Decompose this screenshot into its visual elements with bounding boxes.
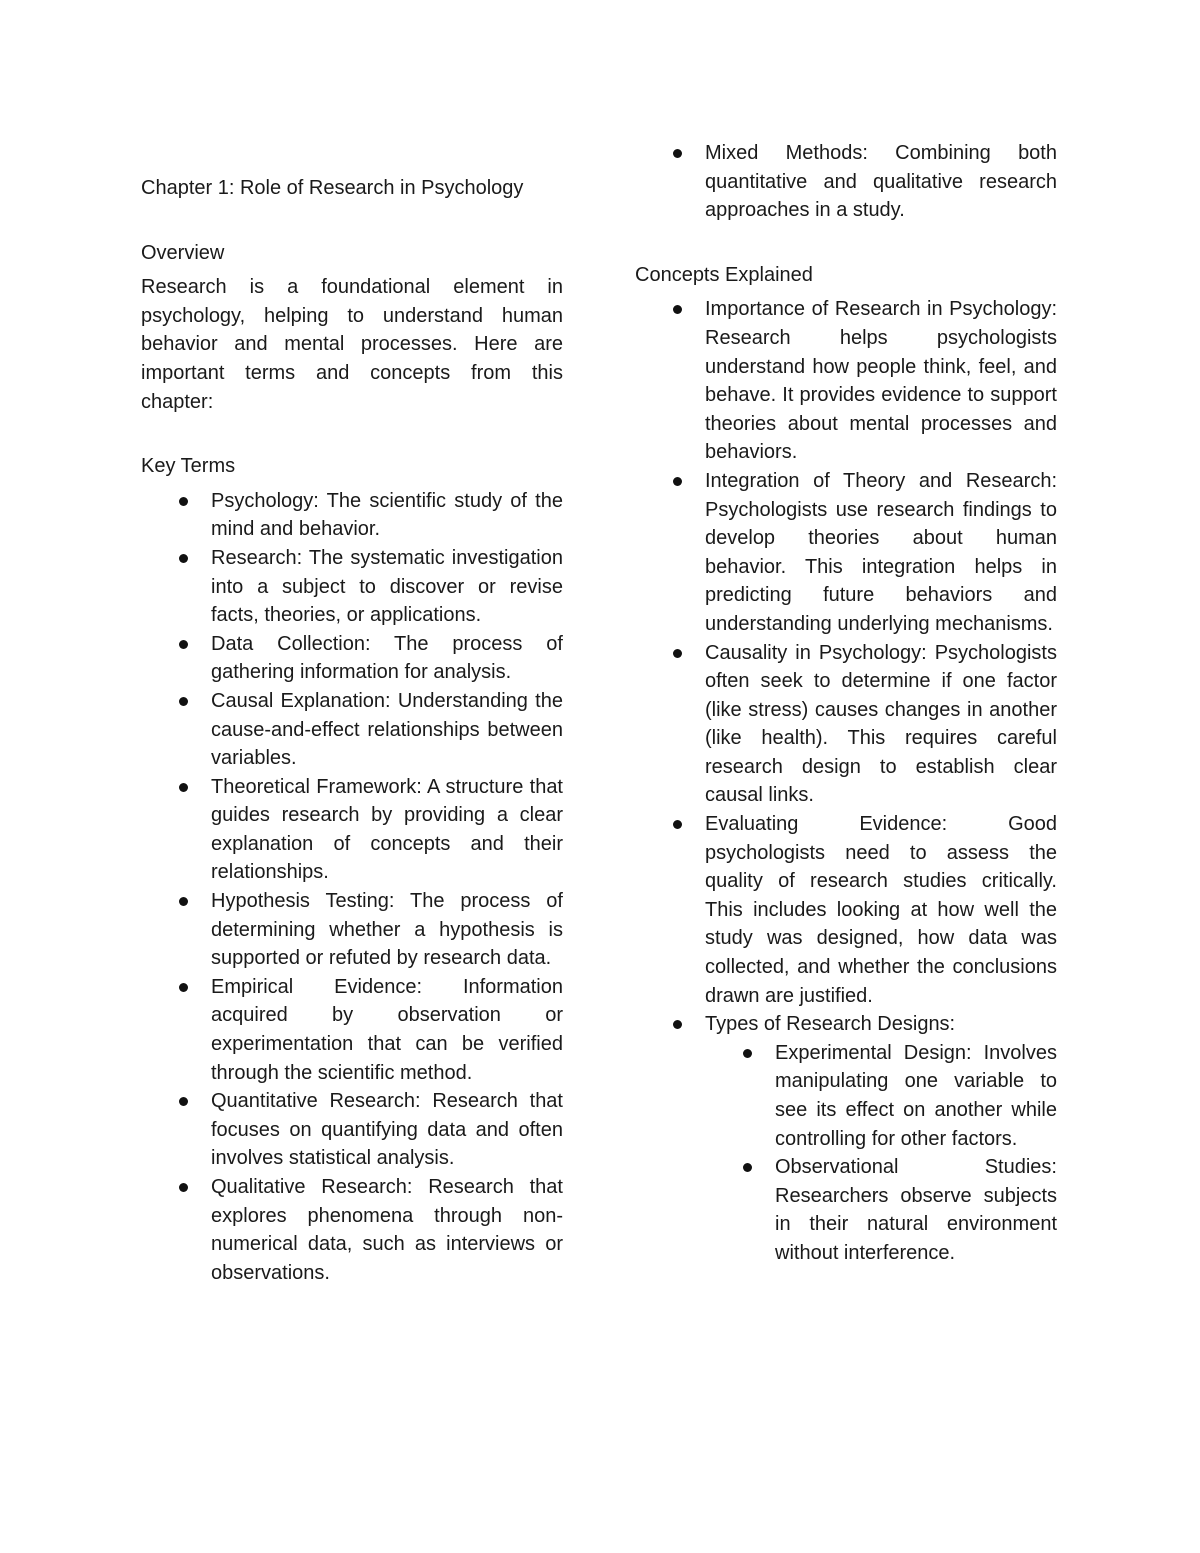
bullet-icon [179,497,188,506]
bullet-icon [673,477,682,486]
list-item: Importance of Research in Psychology: Research helps psychologists understand how people think, feel, and behave. It provides evidence to support theories about mental processes and behaviors. [635,295,1057,467]
list-item: Theoretical Framework: A structure that guides research by providing a clear explanation of concepts and their relationships. [141,773,563,887]
bullet-icon [179,1183,188,1192]
bullet-icon [179,1097,188,1106]
bullet-icon [179,640,188,649]
bullet-icon [673,820,682,829]
list-item: Integration of Theory and Research: Psychologists use research findings to develop theories about human behavior. This integration helps in predicting future behaviors and understanding underlying mechanisms. [635,467,1057,639]
list-item: Hypothesis Testing: The process of determining whether a hypothesis is supported or refuted by research data. [141,887,563,973]
bullet-icon [673,649,682,658]
bullet-icon [673,1020,682,1029]
list-item: Causality in Psychology: Psychologists often seek to determine if one factor (like stress) causes changes in another (like health). This requires careful research design to establish clear causal links. [635,639,1057,811]
bullet-icon [673,305,682,314]
bullet-icon [673,149,682,158]
list-item: Causal Explanation: Understanding the cause-and-effect relationships between variables. [141,687,563,773]
concepts-list [635,295,1057,1267]
left-column [141,174,563,1287]
mixed-methods-list [635,139,1057,225]
research-designs-list [705,1039,1057,1268]
chapter-title: Chapter 1: Role of Research in Psychology [141,177,524,199]
list-item: Research: The systematic investigation into a subject to discover or revise facts, theories, or applications. [141,544,563,630]
bullet-icon [179,697,188,706]
list-item: Psychology: The scientific study of the mind and behavior. [141,487,563,544]
overview-heading: Overview [141,241,225,264]
concepts-heading: Concepts Explained [635,263,813,286]
right-column [635,139,1057,1268]
list-item: Mixed Methods: Combining both quantitative and qualitative research approaches in a study. [635,139,1057,225]
list-item: Data Collection: The process of gathering information for analysis. [141,630,563,687]
bullet-icon [179,554,188,563]
overview-paragraph: Research is a foundational element in psychology, helping to understand human behavior and mental processes. Here are important terms and concepts from this chapter: [141,276,563,413]
list-item: Experimental Design: Involves manipulating one variable to see its effect on another while controlling for other factors. [705,1039,1057,1153]
list-item: Qualitative Research: Research that explores phenomena through non-numerical data, such as interviews or observations. [141,1173,563,1287]
list-item: Evaluating Evidence: Good psychologists need to assess the quality of research studies critically. This includes looking at how well the study was designed, how data was collected, and whether the conclusions drawn are justified. [635,810,1057,1010]
key-terms-list [141,487,563,1288]
bullet-icon [179,983,188,992]
bullet-icon [179,897,188,906]
key-terms-heading: Key Terms [141,455,236,478]
bullet-icon [743,1049,752,1058]
list-item: Observational Studies: Researchers observe subjects in their natural environment without interference. [705,1153,1057,1267]
bullet-icon [179,783,188,792]
bullet-icon [743,1163,752,1172]
list-item: Empirical Evidence: Information acquired by observation or experimentation that can be verified through the scientific method. [141,973,563,1087]
list-item: Quantitative Research: Research that focuses on quantifying data and often involves statistical analysis. [141,1087,563,1173]
list-item: Types of Research Designs: Experimental Design: Involves manipulating one variable to see its effect on another while controlling for other factors. Observational Studies: Researchers observe subjects in their natural environment without interference. [635,1010,1057,1267]
